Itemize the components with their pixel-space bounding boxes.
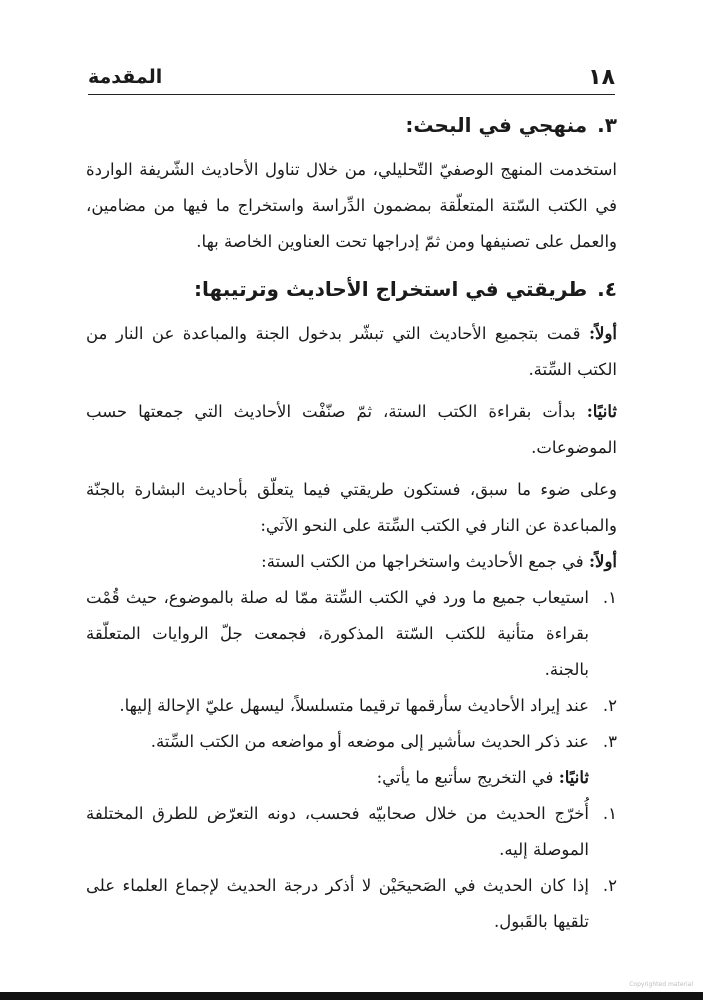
collection-text: في جمع الأحاديث واستخراجها من الكتب الستة: <box>261 552 589 571</box>
takhrij-lead: ثانيًا: <box>558 768 589 787</box>
running-title: المقدمة <box>88 66 163 88</box>
paragraph-takhrij-heading <box>86 760 617 796</box>
list-item-number: ١. <box>602 588 617 607</box>
page-number: ١٨ <box>588 64 615 90</box>
page-content <box>86 108 617 940</box>
page-header <box>88 60 615 95</box>
list-item-text: عند ذكر الحديث سأشير إلى موضعه أو مواضعه من الكتب السِّتة. <box>150 732 589 751</box>
list-item-number: ١. <box>602 804 617 823</box>
list-item <box>86 580 617 688</box>
section-4-heading <box>86 272 617 306</box>
list-item <box>86 796 617 868</box>
list-item <box>86 688 617 724</box>
list-item-text: إذا كان الحديث في الصَحيحَيْن لا أذكر درجة الحديث لإجماع العلماء على تلقيها بالقَبول. <box>86 876 589 931</box>
list-item-text: استيعاب جميع ما ورد في الكتب السِّتة ممّا له صلة بالموضوع، حيث قُمْت بقراءة متأنية للكتب السّتة المذكورة، فجمعت جلّ الروايات المتعلّقة بالجنة. <box>86 588 589 679</box>
collection-lead: أولاً: <box>588 552 617 571</box>
collection-list <box>86 580 617 760</box>
section-3-body: استخدمت المنهج الوصفيّ التّحليلي، من خلال تناول الأحاديث الشّريفة الواردة في الكتب السّتة المتعلّقة بمضمون الدِّراسة واستخراج ما فيها من مضامين، والعمل على تصنيفها ومن ثمّ إدراجها تحت العناوين الخاصة بها. <box>86 160 617 251</box>
list-item-number: ٢. <box>602 696 617 715</box>
second-text: بدأت بقراءة الكتب الستة، ثمّ صنّفْت الأحاديث التي جمعتها حسب الموضوعات. <box>86 402 617 457</box>
section-4-number: ٤. <box>597 277 617 301</box>
takhrij-list <box>86 796 617 940</box>
paragraph-second <box>86 394 617 466</box>
copyright-notice: Copyrighted material <box>629 981 693 988</box>
second-lead: ثانيًا: <box>586 402 617 421</box>
paragraph-first <box>86 316 617 388</box>
section-3-title: منهجي في البحث: <box>405 113 588 137</box>
bottom-bar <box>0 992 703 1000</box>
section-4-title: طريقتي في استخراج الأحاديث وترتيبها: <box>194 277 588 301</box>
list-item <box>86 724 617 760</box>
list-item-number: ٢. <box>602 876 617 895</box>
first-text: قمت بتجميع الأحاديث التي تبشّر بدخول الجنة والمباعدة عن النار من الكتب السِّتة. <box>86 324 617 379</box>
paragraph-collection-heading <box>86 544 617 580</box>
first-lead: أولاً: <box>588 324 617 343</box>
list-item-text: أُخرّج الحديث من خلال صحابيّه فحسب، دونه التعرّض للطرق المختلفة الموصلة إليه. <box>86 804 589 859</box>
section-3-number: ٣. <box>597 113 617 137</box>
list-item-number: ٣. <box>602 732 617 751</box>
list-item <box>86 868 617 940</box>
list-item-text: عند إيراد الأحاديث سأرقمها ترقيما متسلسلاً، ليسهل عليّ الإحالة إليها. <box>119 696 589 715</box>
paragraph-method: وعلى ضوء ما سبق، فستكون طريقتي فيما يتعلّق بأحاديث البشارة بالجنّة والمباعدة عن النار في الكتب السِّتة على النحو الآتي: <box>86 480 617 535</box>
takhrij-text: في التخريج سأتبع ما يأتي: <box>376 768 559 787</box>
section-3-heading <box>86 108 617 142</box>
